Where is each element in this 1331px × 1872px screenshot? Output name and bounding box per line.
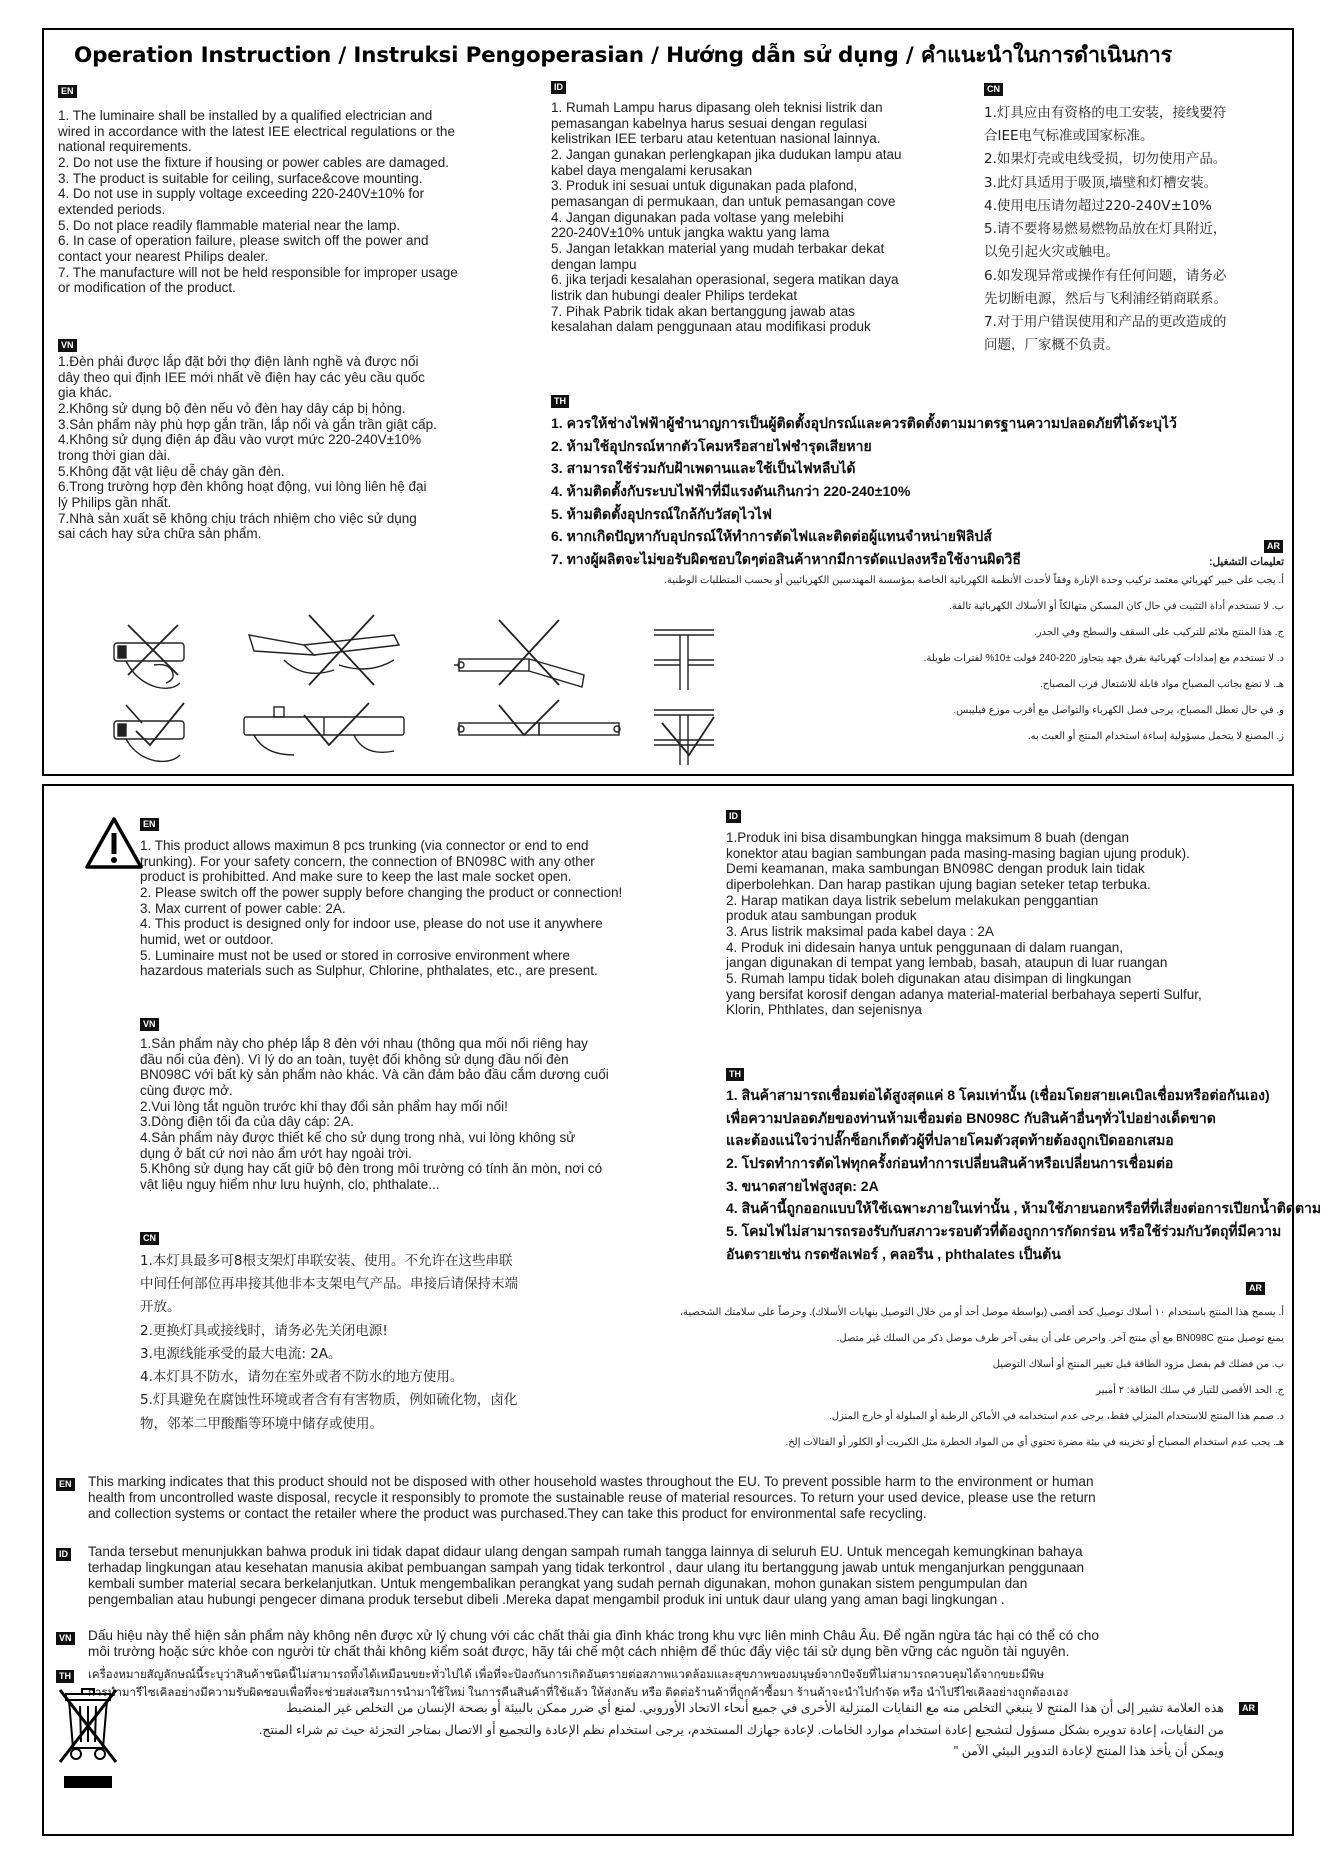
trunking-en-text: 1. This product allows maximun 8 pcs trunking (via connector or end to end trunking). For your safety concern, the connection of BN098C with any other product is prohibitted. And make sure to keep the last male socket open. 2. Please switch off the power supply before changing the product or connection! 3. Max current of power cable: 2A. 4. This product is designed only for indoor use, please do not use it anywhere humid, wet or outdoor. 5. Luminaire must not be used or stored in corrosive environment where hazardous materials such as Sulphur, Chlorine, phthalates, etc., are present. [140,838,623,979]
lang-tag-id-2: ID [726,810,741,823]
operation-ar-text: تعليمات التشغيل: أ. يجب على خبير كهربائي معتمد تركيب وحدة الإنارة وفقاً لأحدث الأنظمة الكهربائية الخاصة بمؤسسة المهندسين الكهربائيين أو بحسب المتطلبات الوطنية. ب. لا تستخدم أداة التثبيت في حال كان المسكن متهالكاً أو الأسلاك الكهربائية تالفة. ج. هذا المنتج ملائم للتركيب على السقف والسطح وفي الجدر. د. لا تستخدم مع إمدادات كهربائية بفرق جهد يتجاوز 220-240 فولت ±10% لفترات طويلة. هـ. لا تضع بجانب المصباح مواد قابلة للاشتعال قرب المصباح. و. في حال تعطل المصباح، يرجى فصل الكهرباء والتواصل مع أقرب موزع فيليبس. ز. المصنع لا يتحمل مسؤولية إساءة استخدام المنتج أو العبث به. [664,556,1284,743]
lang-tag-vn: VN [58,339,77,352]
trunking-id-text: 1.Produk ini bisa disambungkan hingga maksimum 8 buah (dengan konektor atau bagian sambungan pada masing-masing bagian ujung produk). Demi keamanan, maka sambungan BN098C dengan produk lain tidak diperbolehkan. Dan harap pastikan ujung bagian seteker tetap terbuka. 2. Harap matikan daya listrik sebelum melakukan penggantian produk atau sambungan produk 3. Arus listrik maksimal pada kabel daya : 2A 4. Produk ini didesain hanya untuk penggunaan di dalam ruangan, jangan digunakan di tempat yang lembab, basah, ataupun di luar ruangan 5. Rumah lampu tidak boleh digunakan atau disimpan di lingkungan yang bersifat korosif dengan adanya material-material berbahaya seperti Sulfur, Klorin, Phthlates, dan sejenisnya [726,830,1202,1018]
lang-tag-en-3: EN [56,1478,75,1491]
page-title: Operation Instruction / Instruksi Pengoperasian / Hướng dẫn sử dụng / คำแนะนำในการดำเนินการ [74,43,1173,68]
lang-tag-ar: AR [1264,540,1283,553]
diagram-joint-correct [654,710,714,765]
lang-tag-vn-3: VN [56,1632,75,1645]
operation-cn-text: 1.灯具应由有资格的电工安装，接线要符 合IEE电气标准或国家标准。 2.如果灯壳或电线受损，切勿使用产品。 3.此灯具适用于吸顶,墙壁和灯槽安装。 4.使用电压请勿超过220-240V±10% 5.请不要将易燃易燃物品放在灯具附近， 以免引起火灾或触电。 6.如发现异常或操作有任何问题，请务必 先切断电源，然后与飞利浦经销商联系。 7.对于用户错误使用和产品的更改造成的 问题，厂家概不负责。 [984,105,1227,354]
lang-tag-cn-2: CN [140,1232,159,1245]
operation-th-text: 1. ควรให้ช่างไฟฟ้าผู้ชำนาญการเป็นผู้ติดตั้งอุปกรณ์และควรติดตั้งตามมาตรฐานความปลอดภัยที่ได้ระบุไว้ 2. ห้ามใช้อุปกรณ์หากตัวโคมหรือสายไฟชำรุดเสียหาย 3. สามารถใช้ร่วมกับฝ้าเพดานและใช้เป็นไฟหลืบได้ 4. ห้ามติดตั้งกับระบบไฟฟ้าที่มีแรงดันเกินกว่า 220-240±10% 5. ห้ามติดตั้งอุปกรณ์ใกล้กับวัสดุไวไฟ 6. หากเกิดปัญหากับอุปกรณ์ให้ทำการตัดไฟและติดต่อผู้แทนจำหน่ายฟิลิปส์ 7. ทางผู้ผลิตจะไม่ขอรับผิดชอบใดๆต่อสินค้าหากมีการดัดแปลงหรือใช้งานผิดวิธี [551,415,1177,568]
diagram-straight-tube-correct [458,700,620,735]
operation-vn-text: 1.Đèn phải được lắp đặt bởi thợ điện lành nghề và được nối dây theo qui định IEE mới nhất về điện hay các yêu cầu quốc gia khác. 2.Không sử dụng bộ đèn nếu vỏ đèn hay dây cáp bị hỏng. 3.Sản phẩm này phù hợp gắn trần, lắp nổi và gắn trần giật cấp. 4.Không sử dụng điện áp đầu vào vượt mức 220-240V±10% trong thời gian dài. 5.Không đặt vật liệu dễ cháy gần đèn. 6.Trong trường hợp đèn không hoạt động, vui lòng liên hệ đại lý Philips gần nhất. 7.Nhà sản xuất sẽ không chịu trách nhiệm cho việc sử dụng sai cách hay sửa chữa sản phẩm. [58,354,437,542]
trunking-and-disposal-panel [42,784,1322,1836]
installation-diagrams [114,605,714,775]
lang-tag-ar-2: AR [1246,1282,1265,1295]
diagram-t-joint-wrong [654,630,714,690]
disposal-ar-text: هذه العلامة تشير إلى أن هذا المنتج لا ينبغي التخلص منه مع النفايات المنزلية الأخرى في جميع أنحاء الاتحاد الأوروبي. لمنع أي ضرر ممكن بالبيئة أو بصحة الإنسان من التخلص غير المنضبط من النفايات، إعادة تدويره بشكل مسؤول لتشجيع إعادة استخدام موارد الخامات. لإعادة جهازك المستخدم، يرجى استخدام نظم الإعادة والتجميع أو الاتصال بمتاجر التجزئة حيث تم شراء المنتج. ويمكن أن يأخذ هذا المنتج لإعادة التدوير البيئي الآمن " [258,1701,1224,1758]
operation-instruction-panel [42,28,1294,776]
lang-tag-ar-3: AR [1239,1702,1258,1715]
operation-id-text: 1. Rumah Lampu harus dipasang oleh teknisi listrik dan pemasangan kabelnya harus sesuai dengan regulasi kelistrikan IEE terbaru atau ketentuan nasional lainnya. 2. Jangan gunakan perlengkapan jika dudukan lampu atau kabel daya mengalami kerusakan 3. Produk ini sesuai untuk digunakan pada plafond, pemasangan di permukaan, dan untuk pemasangan cove 4. Jangan digunakan pada voltase yang melebihi 220-240V±10% untuk jangka waktu yang lama 5. Jangan letakkan material yang mudah terbakar dekat dengan lampu 6. jika terjadi kesalahan operasional, segera matikan daya listrik dan hubungi dealer Philips terdekat 7. Pihak Pabrik tidak akan bertanggung jawab atas kesalahan dalam penggunaan atau modifikasi produk [551,100,902,335]
lang-tag-th: TH [551,395,569,408]
ar-heading: تعليمات التشغيل: [1208,556,1284,568]
trunking-cn-text: 1.本灯具最多可8根支架灯串联安装、使用。不允许在这些串联 中间任何部位再串接其他非本支架电气产品。串接后请保持末端 开放。 2.更换灯具或接线时，请务必先关闭电源! 3.电源线能承受的最大电流: 2A。 4.本灯具不防水，请勿在室外或者不防水的地方使用。 5.灯具避免在腐蚀性环境或者含有有害物质，例如硫化物，卤化 物，邻苯二甲酸酯等环境中储存或使用。 [140,1253,518,1432]
lang-tag-cn: CN [984,83,1003,96]
disposal-en-text: This marking indicates that this product should not be disposed with other household wastes throughout the EU. To prevent possible harm to the environment or human health from uncontrolled waste disposal, recycle it responsibly to promote the sustainable reuse of material resources. To return your used device, please use the return and collection systems or contact the retailer where the product was purchased.They can take this product for environmental safe recycling. [88,1474,1096,1522]
operation-en-text: 1. The luminaire shall be installed by a qualified electrician and wired in accordance with the latest IEE electrical regulations or the national requirements. 2. Do not use the fixture if housing or power cables are damaged. 3. The product is suitable for ceiling, surface&cove mounting. 4. Do not use in supply voltage exceeding 220-240V±10% for extended periods. 5. Do not place readily flammable material near the lamp. 6. In case of operation failure, please switch off the power and contact your nearest Philips dealer. 7. The manufacture will not be held responsible for improper usage or modification of the product. [58,108,458,296]
trunking-vn-text: 1.Sản phẩm này cho phép lắp 8 đèn với nhau (thông qua mối nối riêng hay đầu nối của đèn). Vì lý do an toàn, tuyệt đối không sử dụng đầu nối đèn BN098C với bất kỳ sản phẩm nào khác. Và cần đảm bảo đầu cắm dương cuối cùng được mở. 2.Vui lòng tắt nguồn trước khi thay đổi sản phẩm hay mối nối! 3.Dòng điện tối đa của dây cáp: 2A. 4.Sản phẩm này được thiết kế cho sử dụng trong nhà, vui lòng không sử dụng ở bất cứ nơi nào ẩm ướt hay ngoài trời. 5.Không sử dụng hay cất giữ bộ đèn trong môi trường có tính ăn mòn, nơi có vật liệu nguy hiểm như lưu huỳnh, clo, phthalate... [140,1036,609,1192]
lang-tag-vn-2: VN [140,1018,159,1031]
lang-tag-en-2: EN [140,818,159,831]
diagram-hand-fixture-correct [114,703,184,761]
lang-tag-id: ID [551,81,566,94]
crossed-out-wheelie-bin-icon [58,1686,118,1796]
warning-triangle-icon [84,816,144,870]
lang-tag-th-2: TH [726,1068,744,1081]
disposal-vn-text: Dấu hiệu này thể hiện sản phẩm này không nên được xử lý chung với các chất thải gia đình khác trong khu vực liên minh Châu Âu. Để ngăn ngừa tác hại có thể có cho môi trường hoặc sức khỏe con người từ chất thải không kiểm soát được, hãy tái chế một cách nhiệm để thúc đẩy việc tái sử dụng bền vững các nguồn tài nguyên. [88,1628,1099,1660]
lang-tag-en: EN [58,85,77,98]
lang-tag-th-3: TH [56,1670,74,1683]
trunking-th-text: 1. สินค้าสามารถเชื่อมต่อได้สูงสุดแค่ 8 โคมเท่านั้น (เชื่อมโดยสายเคเบิลเชื่อมหรือต่อกันเอง) เพื่อความปลอดภัยของท่านห้ามเชื่อมต่อ BN098C กับสินค้าอื่นๆทั่วไปอย่างเด็ดขาด และต้องแน่ใจว่าปลั๊กซ็อกเก็ตตัวผู้ที่ปลายโคมตัวสุดท้ายต้องถูกเปิดออกเสมอ 2. โปรดทำการตัดไฟทุกครั้งก่อนทำการเปลี่ยนสินค้าหรือเปลี่ยนการเชื่อมต่อ 3. ขนาดสายไฟสูงสุด: 2A 4. สินค้านี้ถูกออกแบบให้ใช้เฉพาะภายในเท่านั้น , ห้ามใช้ภายนอกหรือที่ที่เสี่ยงต่อการเปียกน้ำติดตาม 5. โคมไฟไม่สามารถรองรับกับสภาวะรอบตัวที่ต้องถูกการกัดกร่อน หรือใช้ร่วมกับวัตถุที่มีความ อันตรายเช่น กรดซัลเฟอร์ , คลอรีน , phthalates เป็นต้น [726,1087,1322,1262]
lang-tag-id-3: ID [56,1548,71,1561]
disposal-id-text: Tanda tersebut menunjukkan bahwa produk ini tidak dapat didaur ulang dengan sampah rumah tangga lainnya di seluruh EU. Untuk mencegah kemungkinan bahaya terhadap lingkungan atau kesehatan manusia akibat pembuangan sampah yang tidak terkontrol , daur ulang itu bertanggung jawab untuk menganjurkan penggunaan kembali sumber material secara berkelanjutkan. Untuk mengembalikan perangkat yang sudah pernah digunakan, mohon gunakan sistem pengumpulan dan pengembalian atau hubungi pengecer dimana produk tersebut dibeli .Mereka dapat mengambil produk ini untuk daur ulang yang aman bagi lingkungan . [88,1544,1085,1608]
diagram-straight-connection-correct [244,703,404,755]
diagram-hand-fixture-wrong [114,625,184,688]
diagram-bent-connection-wrong [249,615,399,685]
diagram-angled-tube-wrong [454,620,584,687]
disposal-th-text: เครื่องหมายสัญลักษณ์นี้ระบุว่าสินค้าชนิดนี้ไม่สามารถทิ้งได้เหมือนขยะทั่วไปได้ เพื่อที่จะป้องกันการเกิดอันตรายต่อสภาพแวดล้อมและสุขภาพของมนุษย์จากปัจจัยที่ไม่สามารถควบคุมได้จากขยะมีพิษ การนำมารีไซเคิลอย่างมีความรับผิดชอบเพื่อที่จะช่วยส่งเสริมการนำมาใช้ใหม่ ในการคืนสินค้าที่ใช้แล้ว ให้ส่งกลับ หรือ ติดต่อร้านค้าที่ถูกค้าซื้อมา ร้านค้าจะนำไปกำจัด หรือ นำไปรีไซเคิลอย่างถูกต้องเอง [88,1669,1069,1700]
trunking-ar-text: أ. يسمح هذا المنتج باستخدام ١٠ أسلاك توصيل كحد أقصى (بواسطة موصل أحد أو من خلال التوصيل بنهايات الأسلاك). وحرصاً على سلامتك الشخصية، يمنع توصيل منتج BN098C مع أي منتج آخر. واحرص على أن يبقى آخر طرف موصل ذكر من السلك غير متصل. ب. من فضلك قم بفصل مزود الطاقة قبل تغيير المنتج أو أسلاك التوصيل ج. الحد الأقصى للتيار في سلك الطاقة: ٢ أمبير د. صمم هذا المنتج للاستخدام المنزلي فقط، يرجى عدم استخدامه في الأماكن الرطبة أو المبلولة أو خارج المنزل. هـ. يجب عدم استخدام المصباح أو تخزينه في بيئة مضرة تحتوي أي من المواد الخطرة مثل الكبريت أو الكلور أو الفثالات إلخ. [679,1307,1284,1448]
